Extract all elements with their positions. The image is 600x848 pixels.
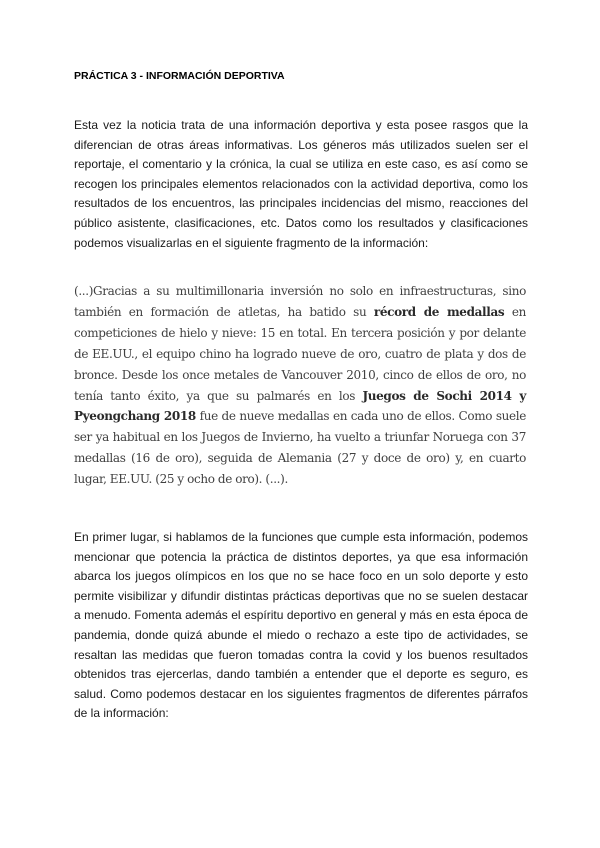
document-heading: PRÁCTICA 3 - INFORMACIÓN DEPORTIVA	[74, 70, 285, 82]
quote-text-2: en competiciones de hielo y nieve: 15 en total. En tercera posición y por delante de EE.UU., el equipo chino ha logrado nueve de oro, cuatro de plata y dos de bronce. Desde los once metales de Vancouver 2010, cinco de ellos de oro, no tenía tanto éxito, ya que su palmarés en los	[74, 304, 526, 403]
quote-text-3: fue de nueve medallas en cada uno de ellos. Como suele ser ya habitual en los Juegos de Invierno, ha vuelto a triunfar Noruega con 37 medallas (16 de oro), seguida de Alemania (27 y doce de oro) y, en cuarto lugar, EE.UU. (25 y ocho de oro). (...).	[74, 409, 527, 487]
quote-text-1: (...)Gracias a su multimillonaria inversión no solo en infraestructuras, sino también en formación de atletas, ha batido su	[74, 284, 526, 319]
quote-bold-medal-record: récord de medallas	[373, 304, 505, 319]
intro-paragraph: Esta vez la noticia trata de una información deportiva y esta posee rasgos que la diferencian de otras áreas informativas. Los géneros más utilizados suelen ser el reportaje, el comentario y la crónica, la cual se utiliza en este caso, es así como se recogen los principales elementos relacionados con la actividad deportiva, como los resultados de los encuentros, las principales incidencias del mismo, reacciones del público asistente, clasificaciones, etc. Datos como los resultados y clasificaciones podemos visualizarlas en el siguiente fragmento de la información:	[74, 118, 528, 250]
news-quote	[74, 281, 526, 490]
quote-bold-games: Juegos de Sochi 2014 y Pyeongchang 2018	[74, 388, 526, 424]
analysis-paragraph: En primer lugar, si hablamos de la funciones que cumple esta información, podemos mencionar que potencia la práctica de distintos deportes, ya que esa información abarca los juegos olímpicos en los que no se hace foco en un solo deporte y esto permite visibilizar y difundir distintas prácticas deportivas que no se suelen destacar a menudo. Fomenta además el espíritu deportivo en general y más en esta época de pandemia, donde quizá abunde el miedo o rechazo a este tipo de actividades, se resaltan las medidas que fueron tomadas contra la covid y los buenos resultados obtenidos tras ejercerlas, dando también a entender que el deporte es seguro, es salud. Como podemos destacar en los siguientes fragmentos de diferentes párrafos de la información:	[74, 530, 528, 721]
